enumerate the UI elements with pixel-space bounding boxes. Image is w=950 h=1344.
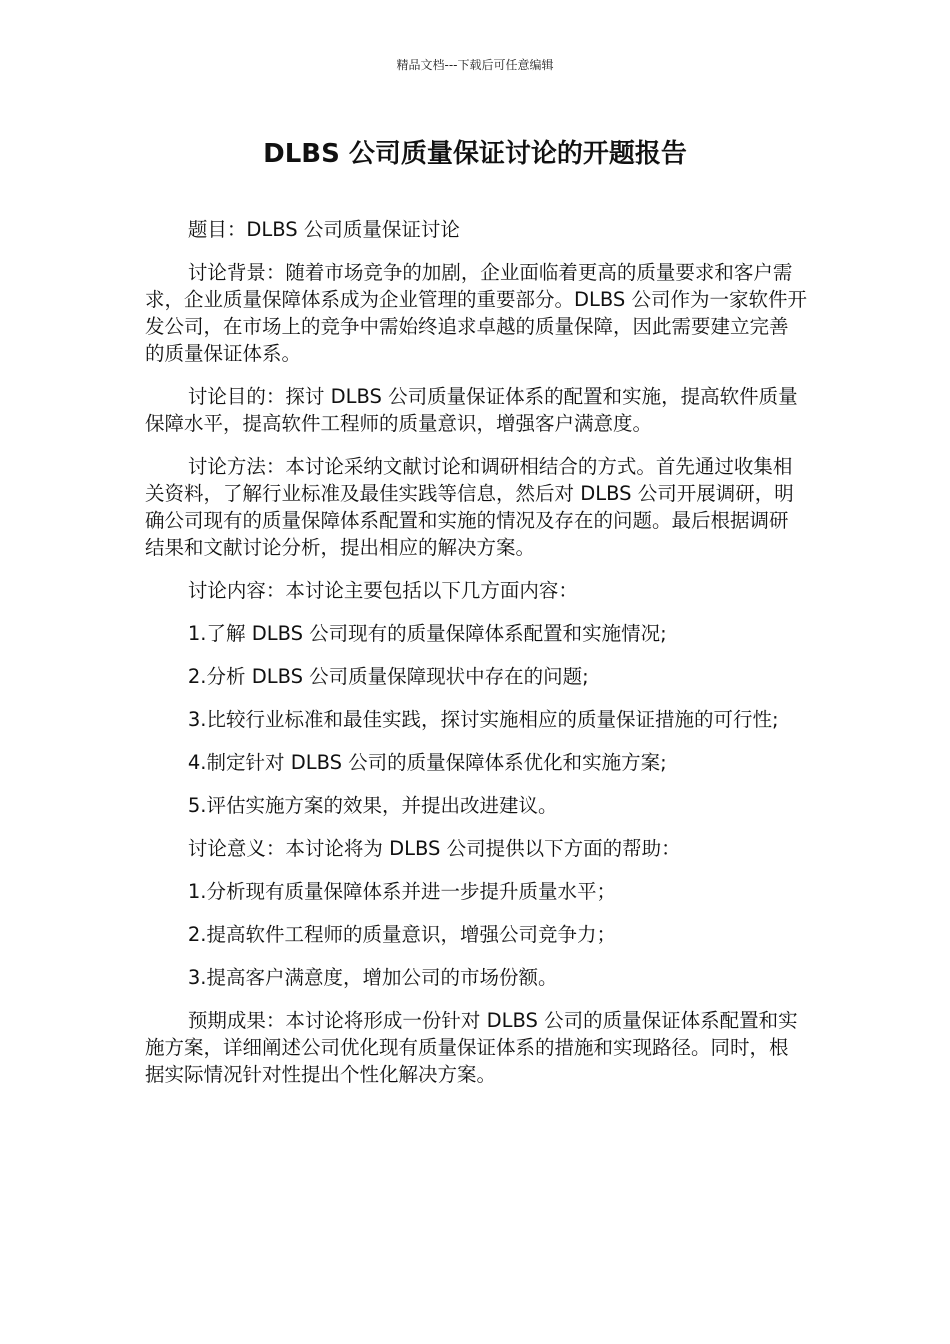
paragraph-purpose: 讨论目的：探讨 DLBS 公司质量保证体系的配置和实施，提高软件质量保障水平，提高软件工程师的质量意识，增强客户满意度。 <box>145 385 798 435</box>
list-item: 5.评估实施方案的效果，并提出改进建议。 <box>187 794 558 817</box>
list-item: 2.分析 DLBS 公司质量保障现状中存在的问题; <box>187 665 589 688</box>
list-item: 1.分析现有质量保障体系并进一步提升质量水平； <box>187 880 616 903</box>
document-body <box>145 216 807 1104</box>
paragraph-content-intro: 讨论内容：本讨论主要包括以下几方面内容： <box>187 579 578 602</box>
list-item: 2.提高软件工程师的质量意识，增强公司竞争力； <box>187 923 616 946</box>
paragraph-topic: 题目：DLBS 公司质量保证讨论 <box>187 218 460 241</box>
list-item: 1.了解 DLBS 公司现有的质量保障体系配置和实施情况; <box>187 622 667 645</box>
document-title: DLBS 公司质量保证讨论的开题报告 <box>263 139 687 169</box>
header-note: 精品文档---下载后可任意编辑 <box>396 58 554 72</box>
paragraph-method: 讨论方法：本讨论采纳文献讨论和调研相结合的方式。首先通过收集相关资料，了解行业标准及最佳实践等信息，然后对 DLBS 公司开展调研，明确公司现有的质量保障体系配置和实施的情况及存在的问题。最后根据调研结果和文献讨论分析，提出相应的解决方案。 <box>145 455 794 559</box>
list-item: 3.提高客户满意度，增加公司的市场份额。 <box>187 966 558 989</box>
paragraph-significance-intro: 讨论意义：本讨论将为 DLBS 公司提供以下方面的帮助： <box>187 837 681 860</box>
paragraph-background: 讨论背景：随着市场竞争的加剧，企业面临着更高的质量要求和客户需求，企业质量保障体系成为企业管理的重要部分。DLBS 公司作为一家软件开发公司，在市场上的竞争中需始终追求卓越的质量保障，因此需要建立完善的质量保证体系。 <box>145 261 807 365</box>
list-item: 3.比较行业标准和最佳实践，探讨实施相应的质量保证措施的可行性; <box>187 708 779 731</box>
paragraph-expected-results: 预期成果：本讨论将形成一份针对 DLBS 公司的质量保证体系配置和实施方案，详细阐述公司优化现有质量保证体系的措施和实现路径。同时，根据实际情况针对性提出个性化解决方案。 <box>145 1009 798 1086</box>
list-item: 4.制定针对 DLBS 公司的质量保障体系优化和实施方案; <box>187 751 667 774</box>
